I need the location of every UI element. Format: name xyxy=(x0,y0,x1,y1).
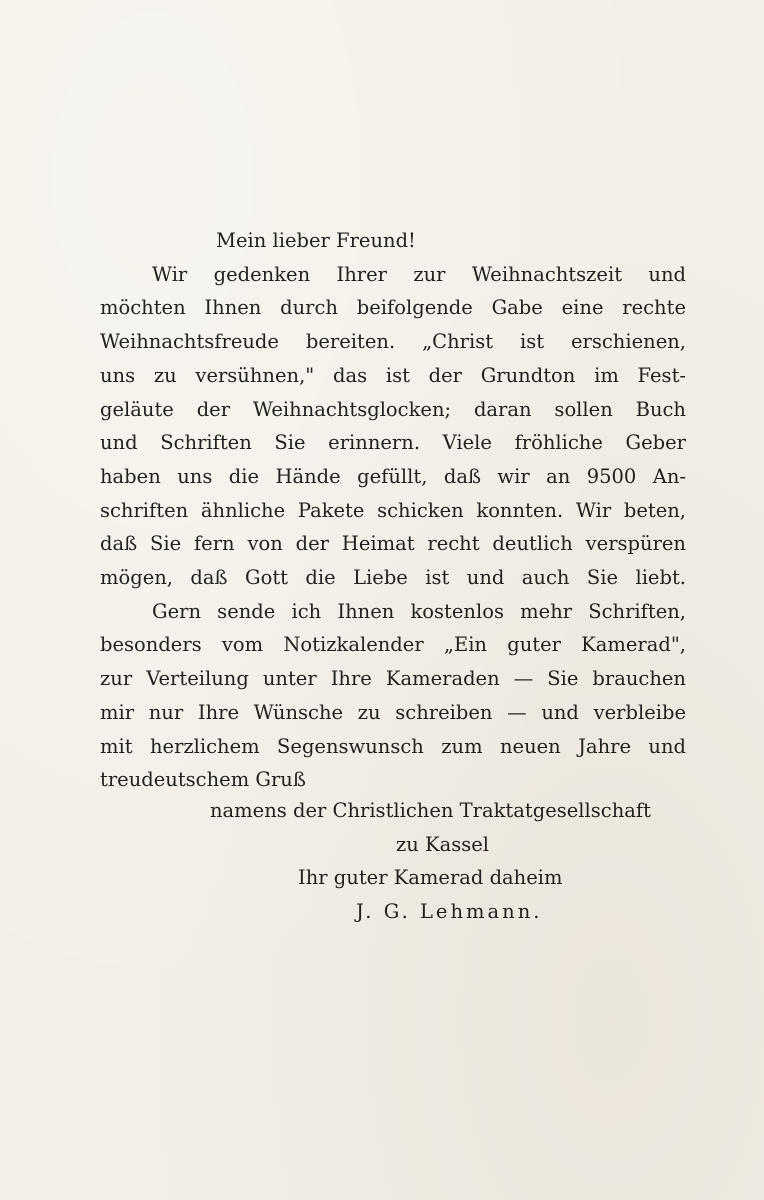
signature: J. G. Lehmann. xyxy=(356,900,543,924)
text-line: Weihnachtsfreude bereiten. „Christ ist erschienen, xyxy=(100,330,686,354)
text-line: daß Sie fern von der Heimat recht deutlich verspüren xyxy=(100,532,686,556)
text-line: möchten Ihnen durch beifolgende Gabe eine rechte xyxy=(100,296,686,320)
text-line: geläute der Weihnachtsglocken; daran sollen Buch xyxy=(100,397,686,421)
text-line: mit herzlichem Segenswunsch zum neuen Jahre und xyxy=(100,734,686,758)
closing-regards: Ihr guter Kamerad daheim xyxy=(298,866,563,890)
closing-organization: namens der Christlichen Traktatgesellschaft xyxy=(210,799,651,822)
text-line: mögen, daß Gott die Liebe ist und auch Sie liebt. xyxy=(100,566,686,590)
text-line: mir nur Ihre Wünsche zu schreiben — und verbleibe xyxy=(100,700,686,724)
letter-body xyxy=(100,224,686,797)
text-line: Gern sende ich Ihnen kostenlos mehr Schriften, xyxy=(152,599,686,623)
text-line: haben uns die Hände gefüllt, daß wir an 9500 An- xyxy=(100,464,686,488)
text-line: und Schriften Sie erinnern. Viele fröhliche Geber xyxy=(100,431,686,455)
text-line: uns zu versühnen," das ist der Grundton im Fest- xyxy=(100,363,686,387)
text-line: besonders vom Notizkalender „Ein guter Kamerad", xyxy=(100,633,686,657)
salutation: Mein lieber Freund! xyxy=(216,229,416,252)
paragraph-1 xyxy=(100,258,686,595)
text-line: Wir gedenken Ihrer zur Weihnachtszeit und xyxy=(152,262,686,286)
closing-city: zu Kassel xyxy=(396,832,490,856)
text-line: zur Verteilung unter Ihre Kameraden — Sie brauchen xyxy=(100,667,686,691)
paragraph-2 xyxy=(100,595,686,797)
text-line: treudeutschem Gruß xyxy=(100,768,306,792)
text-line: schriften ähnliche Pakete schicken konnten. Wir beten, xyxy=(100,498,686,522)
letter-closing xyxy=(0,794,764,929)
